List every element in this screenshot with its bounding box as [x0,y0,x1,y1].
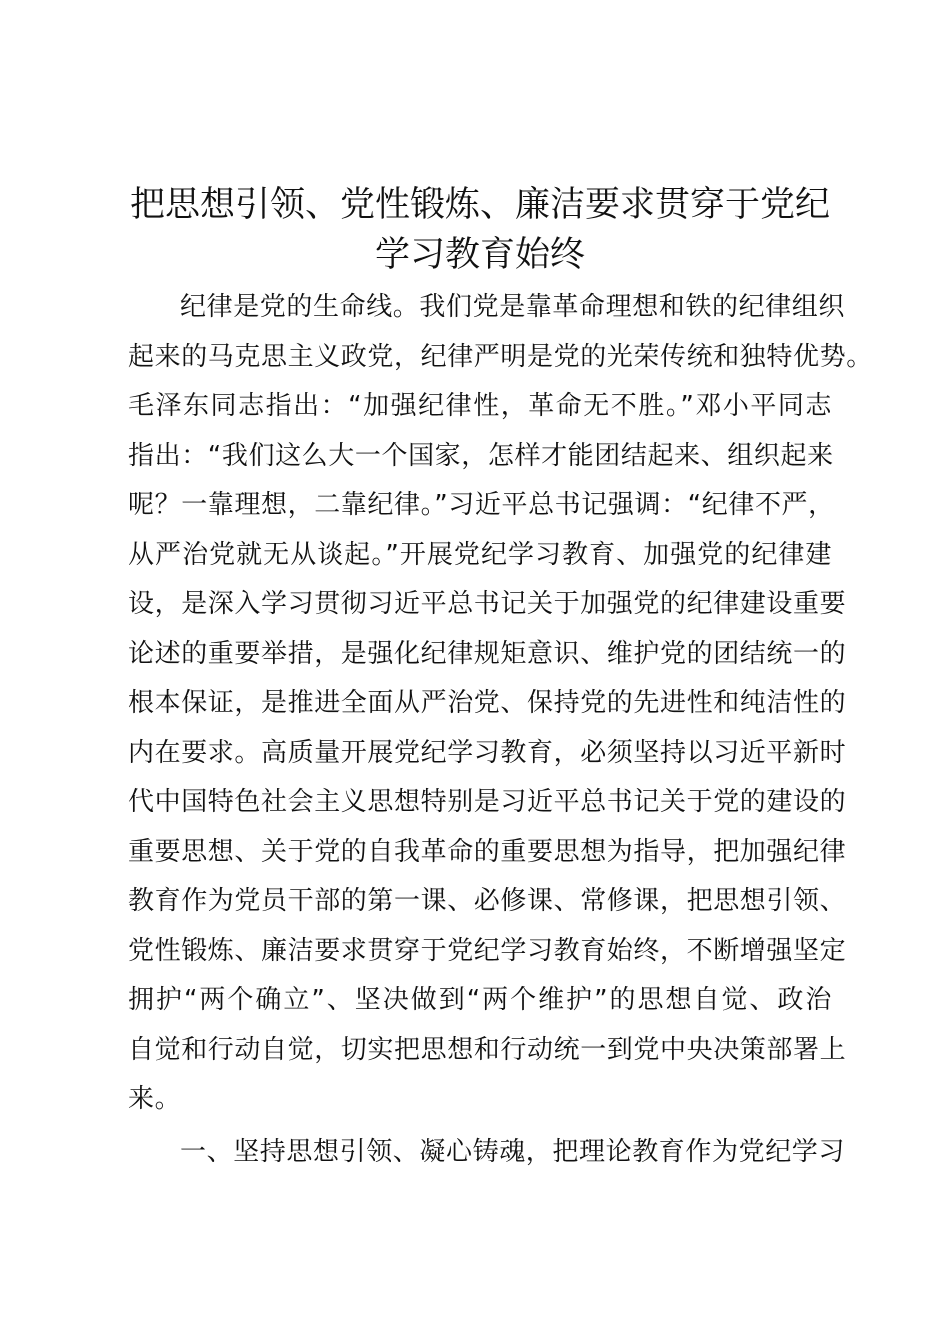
paragraph-line: 从严治党就无从谈起。”开展党纪学习教育、加强党的纪律建 [128,539,832,570]
paragraph-line: 自觉和行动自觉，切实把思想和行动统一到党中央决策部署上 [128,1034,847,1065]
intro-paragraph [128,283,873,1125]
paragraph-line: 设，是深入学习贯彻习近平总书记关于加强党的纪律建设重要 [128,589,847,619]
paragraph-line: 毛泽东同志指出：“加强纪律性，革命无不胜。”邓小平同志 [128,391,832,421]
paragraph-line: 呢？一靠理想，二靠纪律。”习近平总书记强调：“纪律不严， [128,490,835,520]
paragraph-line: 教育作为党员干部的第一课、必修课、常修课，把思想引领、 [128,886,847,916]
title-line-1: 把思想引领、党性锻炼、廉洁要求贯穿于党纪 [129,185,830,225]
paragraph-line: 代中国特色社会主义思想特别是习近平总书记关于党的建设的 [128,787,847,817]
paragraph-line: 起来的马克思主义政党，纪律严明是党的光荣传统和独特优势。 [128,341,873,372]
paragraph-line: 党性锻炼、廉洁要求贯穿于党纪学习教育始终，不断增强坚定 [128,935,847,966]
paragraph-line: 内在要求。高质量开展党纪学习教育，必须坚持以习近平新时 [128,737,847,768]
paragraph-line: 重要思想、关于党的自我革命的重要思想为指导，把加强纪律 [128,836,847,867]
paragraph-line: 拥护“两个确立”、坚决做到“两个维护”的思想自觉、政治 [128,985,832,1015]
paragraph-line: 根本保证，是推进全面从严治党、保持党的先进性和纯洁性的 [128,688,847,718]
paragraph-line: 论述的重要举措，是强化纪律规矩意识、维护党的团结统一的 [128,638,847,669]
title-line-2: 学习教育始终 [374,235,585,275]
paragraph-line: 纪律是党的生命线。我们党是靠革命理想和铁的纪律组织 [180,292,846,322]
section-heading: 一、坚持思想引领、凝心铸魂，把理论教育作为党纪学习 [180,1137,846,1167]
paragraph-line: 来。 [128,1084,182,1114]
document-title [110,180,850,280]
paragraph-line: 指出：“我们这么大一个国家，怎样才能团结起来、组织起来 [128,440,834,471]
